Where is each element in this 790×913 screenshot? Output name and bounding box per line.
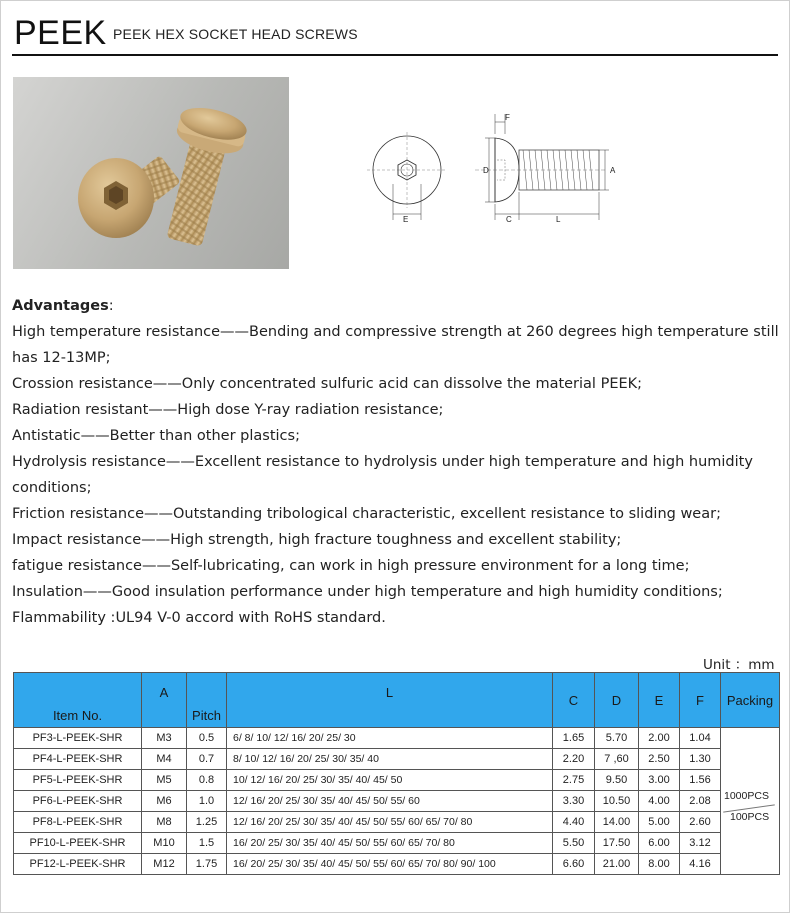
advantage-item: Antistatic——Better than other plastics; — [12, 428, 300, 444]
advantages-colon: : — [108, 298, 114, 314]
col-item-no: Item No. — [14, 673, 142, 728]
cell-l: 10/ 12/ 16/ 20/ 25/ 30/ 35/ 40/ 45/ 50 — [227, 770, 553, 791]
col-d: D — [595, 673, 639, 728]
cell-a: M12 — [142, 854, 187, 875]
advantage-item: Impact resistance——High strength, high fracture toughness and excellent stability; — [12, 532, 622, 548]
packing-lower: 100PCS — [730, 811, 770, 823]
advantages-section — [12, 293, 782, 631]
table-row — [14, 791, 780, 812]
cell-d: 10.50 — [595, 791, 639, 812]
spec-table — [13, 672, 780, 875]
cell-a: M6 — [142, 791, 187, 812]
cell-e: 5.00 — [639, 812, 680, 833]
cell-pitch: 0.5 — [187, 728, 227, 749]
header-divider — [12, 54, 778, 56]
screw-photo-illustration — [13, 77, 289, 269]
cell-f: 2.60 — [680, 812, 721, 833]
cell-item: PF3-L-PEEK-SHR — [14, 728, 142, 749]
cell-c: 4.40 — [553, 812, 595, 833]
table-row — [14, 770, 780, 791]
label-e: E — [403, 215, 409, 224]
table-row — [14, 854, 780, 875]
dimension-diagram — [355, 104, 640, 230]
cell-e: 4.00 — [639, 791, 680, 812]
cell-d: 7 ,60 — [595, 749, 639, 770]
cell-e: 2.50 — [639, 749, 680, 770]
col-l: L — [227, 673, 553, 728]
cell-e: 8.00 — [639, 854, 680, 875]
cell-pitch: 0.8 — [187, 770, 227, 791]
advantage-item: Friction resistance——Outstanding tribological characteristic, excellent resistance to sliding wear; — [12, 506, 721, 522]
table-row — [14, 728, 780, 749]
product-subtitle: PEEK HEX SOCKET HEAD SCREWS — [113, 26, 358, 42]
cell-l: 8/ 10/ 12/ 16/ 20/ 25/ 30/ 35/ 40 — [227, 749, 553, 770]
cell-pitch: 1.25 — [187, 812, 227, 833]
cell-c: 5.50 — [553, 833, 595, 854]
cell-a: M5 — [142, 770, 187, 791]
label-l: L — [556, 215, 561, 224]
cell-l: 12/ 16/ 20/ 25/ 30/ 35/ 40/ 45/ 50/ 55/ 60/ 65/ 70/ 80 — [227, 812, 553, 833]
cell-packing — [721, 728, 780, 875]
unit-label: Unit ：mm — [703, 657, 775, 673]
cell-e: 2.00 — [639, 728, 680, 749]
packing-upper: 1000PCS — [724, 790, 769, 802]
screw-side-view — [475, 114, 609, 220]
cell-f: 4.16 — [680, 854, 721, 875]
cell-l: 16/ 20/ 25/ 30/ 35/ 40/ 45/ 50/ 55/ 60/ 65/ 70/ 80 — [227, 833, 553, 854]
cell-e: 3.00 — [639, 770, 680, 791]
cell-f: 2.08 — [680, 791, 721, 812]
advantage-item: Hydrolysis resistance——Excellent resistance to hydrolysis under high temperature and high humidity conditions; — [12, 454, 753, 496]
cell-d: 21.00 — [595, 854, 639, 875]
col-pitch: Pitch — [187, 673, 227, 728]
advantage-item: High temperature resistance——Bending and compressive strength at 260 degrees high temperature still has 12-13MP; — [12, 324, 779, 366]
cell-d: 14.00 — [595, 812, 639, 833]
table-row — [14, 812, 780, 833]
cell-item: PF10-L-PEEK-SHR — [14, 833, 142, 854]
cell-f: 1.04 — [680, 728, 721, 749]
advantage-item: Insulation——Good insulation performance under high temperature and high humidity conditions; — [12, 584, 723, 600]
product-photo — [13, 77, 289, 269]
head-top-view — [367, 132, 447, 220]
cell-c: 3.30 — [553, 791, 595, 812]
cell-l: 6/ 8/ 10/ 12/ 16/ 20/ 25/ 30 — [227, 728, 553, 749]
cell-f: 3.12 — [680, 833, 721, 854]
advantages-heading — [12, 293, 782, 319]
cell-item: PF6-L-PEEK-SHR — [14, 791, 142, 812]
cell-c: 1.65 — [553, 728, 595, 749]
cell-a: M4 — [142, 749, 187, 770]
cell-d: 17.50 — [595, 833, 639, 854]
cell-c: 6.60 — [553, 854, 595, 875]
cell-item: PF8-L-PEEK-SHR — [14, 812, 142, 833]
col-c: C — [553, 673, 595, 728]
cell-l: 12/ 16/ 20/ 25/ 30/ 35/ 40/ 45/ 50/ 55/ 60 — [227, 791, 553, 812]
advantage-item: fatigue resistance——Self-lubricating, can work in high pressure environment for a long time; — [12, 558, 690, 574]
cell-e: 6.00 — [639, 833, 680, 854]
advantage-item: Crossion resistance——Only concentrated sulfuric acid can dissolve the material PEEK; — [12, 376, 643, 392]
table-header-row — [14, 673, 780, 728]
cell-a: M10 — [142, 833, 187, 854]
cell-d: 5.70 — [595, 728, 639, 749]
cell-item: PF12-L-PEEK-SHR — [14, 854, 142, 875]
label-f: F — [505, 113, 510, 122]
table-row — [14, 749, 780, 770]
cell-pitch: 0.7 — [187, 749, 227, 770]
table-row — [14, 833, 780, 854]
cell-pitch: 1.5 — [187, 833, 227, 854]
cell-l: 16/ 20/ 25/ 30/ 35/ 40/ 45/ 50/ 55/ 60/ 65/ 70/ 80/ 90/ 100 — [227, 854, 553, 875]
advantage-item: Radiation resistant——High dose Y-ray radiation resistance; — [12, 402, 444, 418]
col-packing: Packing — [721, 673, 780, 728]
brand-title: PEEK — [14, 14, 107, 52]
cell-c: 2.20 — [553, 749, 595, 770]
label-a: A — [610, 166, 616, 175]
label-d: D — [483, 166, 489, 175]
cell-d: 9.50 — [595, 770, 639, 791]
advantages-title: Advantages — [12, 298, 109, 314]
cell-item: PF5-L-PEEK-SHR — [14, 770, 142, 791]
cell-f: 1.30 — [680, 749, 721, 770]
col-e: E — [639, 673, 680, 728]
cell-a: M8 — [142, 812, 187, 833]
cell-a: M3 — [142, 728, 187, 749]
col-a: A — [142, 673, 187, 728]
cell-f: 1.56 — [680, 770, 721, 791]
col-f: F — [680, 673, 721, 728]
cell-item: PF4-L-PEEK-SHR — [14, 749, 142, 770]
cell-pitch: 1.0 — [187, 791, 227, 812]
technical-drawings — [355, 104, 640, 230]
cell-c: 2.75 — [553, 770, 595, 791]
label-c: C — [506, 215, 512, 224]
advantage-item: Flammability :UL94 V-0 accord with RoHS standard. — [12, 610, 386, 626]
cell-pitch: 1.75 — [187, 854, 227, 875]
